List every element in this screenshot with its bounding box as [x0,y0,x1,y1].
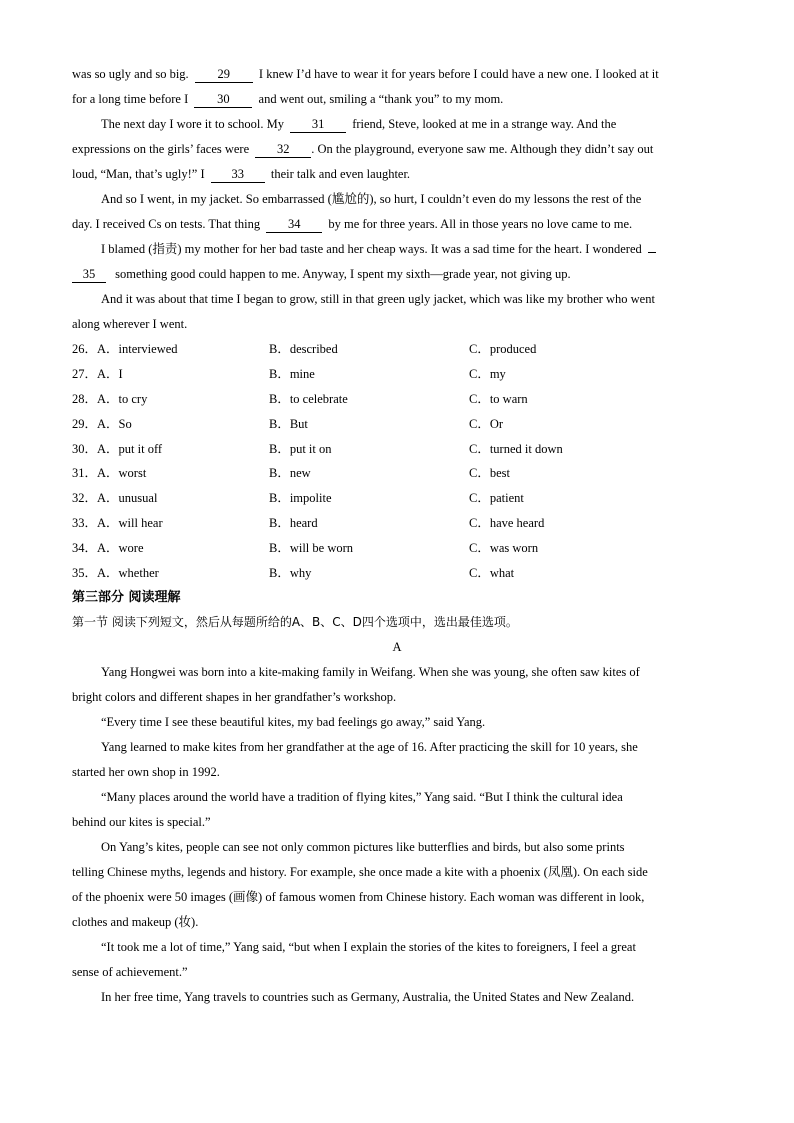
reading-line: started her own shop in 1992. [72,764,220,779]
passage-line [72,312,722,337]
passage-line [72,287,722,312]
passage-line [72,87,722,112]
passage-text: by me for three years. All in those years no love came to me. [328,217,633,231]
reading-line: “It took me a lot of time,” Yang said, “but when I explain the stories of the kites to foreigners, I feel a great [101,939,636,954]
blank-32: 32 [255,141,311,158]
option-a: 33．A．will hear [72,516,163,531]
option-c: C．Or [469,416,504,431]
option-b: B．put it on [269,441,332,456]
passage-text: was so ugly and so big. [72,67,189,81]
option-a: 29．A．So [72,416,132,431]
option-b: B．why [269,566,312,581]
passage-text: day. I received Cs on tests. That thing [72,217,261,231]
option-c: C．best [469,466,510,481]
option-c: C．produced [469,342,537,356]
option-row [72,486,722,511]
options-list [72,337,722,586]
option-c: C．to warn [469,391,528,406]
reading-line: “Many places around the world have a tradition of flying kites,” Yang said. “But I think the cultural idea [101,789,623,804]
reading-line: On Yang’s kites, people can see not only common pictures like butterflies and birds, but also some prints [101,839,625,854]
passage-text: expressions on the girls’ faces were [72,142,250,156]
cloze-passage [72,62,722,337]
option-b: B．new [269,466,311,481]
passage-text: I blamed (指责) my mother for her bad taste and her cheap ways. It was a sad time for the heart. I wondered [101,242,642,256]
option-b: B．impolite [269,491,332,506]
passage-line [72,187,722,212]
reading-line: Yang learned to make kites from her grandfather at the age of 16. After practicing the skill for 10 years, she [101,739,638,754]
passage-text: and went out, smiling a “thank you” to my mom. [258,92,504,106]
option-a: 32．A．unusual [72,491,158,506]
reading-line: sense of achievement.” [72,964,188,979]
option-row [72,412,722,437]
option-c: C．have heard [469,516,545,531]
passage-text: along wherever I went. [72,317,188,331]
reading-line: telling Chinese myths, legends and history. For example, she once made a kite with a phoenix (凤凰). On each side [72,864,648,879]
option-a: 28．A．to cry [72,391,148,406]
option-b: B．to celebrate [269,391,348,406]
option-c: C．was worn [469,541,539,556]
passage-text: And so I went, in my jacket. So embarrassed (尴尬的), so hurt, I couldn’t even do my lessons the rest of the [101,192,642,206]
option-row [72,561,722,586]
option-b: B．But [269,416,308,431]
blank-33: 33 [211,166,265,183]
option-row [72,337,722,362]
passage-line [72,137,722,162]
passage-line [72,237,722,262]
passage-text: their talk and even laughter. [270,167,411,181]
reading-line: clothes and makeup (妆). [72,914,199,929]
option-a: 26．A．interviewed [72,342,178,356]
reading-line: In her free time, Yang travels to countries such as Germany, Australia, the United States and New Zealand. [101,989,635,1004]
option-c: C．what [469,566,515,581]
passage-line [72,162,722,187]
reading-line: of the phoenix were 50 images (画像) of famous women from Chinese history. Each woman was different in look, [72,889,645,904]
option-row [72,536,722,561]
option-c: C．turned it down [469,441,563,456]
option-a: 27．A．I [72,366,123,381]
passage-text: loud, “Man, that’s ugly!” I [72,167,205,181]
option-a: 35．A．whether [72,566,159,581]
passage-line [72,212,722,237]
passage-text: for a long time before I [72,92,189,106]
passage-text: . On the playground, everyone saw me. Although they didn’t say out [311,142,654,156]
passage-text: friend, Steve, looked at me in a strange way. And the [352,117,617,131]
passage-text: And it was about that time I began to grow, still in that green ugly jacket, which was like my brother who went [101,292,655,306]
passage-line [72,112,722,137]
reading-passage [72,660,722,1010]
reading-line: Yang Hongwei was born into a kite-making family in Weifang. When she was young, she often saw kites of [101,664,640,679]
reading-line: bright colors and different shapes in her grandfather’s workshop. [72,689,397,704]
reading-line: “Every time I see these beautiful kites, my bad feelings go away,” said Yang. [101,714,486,729]
section-title: 第三部分 阅读理解 [72,589,181,605]
option-a: 34．A．wore [72,541,144,556]
blank-34: 34 [266,216,322,233]
option-a: 31．A．worst [72,466,147,481]
option-b: B．described [269,342,338,356]
passage-text: I knew I’d have to wear it for years before I could have a new one. I looked at it [258,67,659,81]
option-a: 30．A．put it off [72,441,163,456]
section-instruction: 第一节 阅读下列短文，然后从每题所给的A、B、C、D四个选项中，选出最佳选项。 [72,614,518,629]
blank-30: 30 [194,91,252,108]
option-b: B．mine [269,366,315,381]
option-row [72,362,722,387]
blank-35: 35 [72,266,106,283]
option-row [72,511,722,536]
option-row [72,461,722,486]
blank-31: 31 [290,116,346,133]
option-row [72,437,722,462]
passage-text: The next day I wore it to school. My [101,117,284,131]
passage-text: something good could happen to me. Anyway, I spent my sixth—grade year, not giving up. [115,267,571,281]
passage-label: A [392,639,402,654]
option-c: C．my [469,366,506,381]
passage-line [72,262,722,287]
reading-line: behind our kites is special.” [72,814,211,829]
option-row [72,387,722,412]
blank-35-start [648,252,656,253]
option-c: C．patient [469,491,524,506]
passage-line [72,62,722,87]
option-b: B．heard [269,516,318,531]
option-b: B．will be worn [269,541,354,556]
blank-29: 29 [195,66,253,83]
